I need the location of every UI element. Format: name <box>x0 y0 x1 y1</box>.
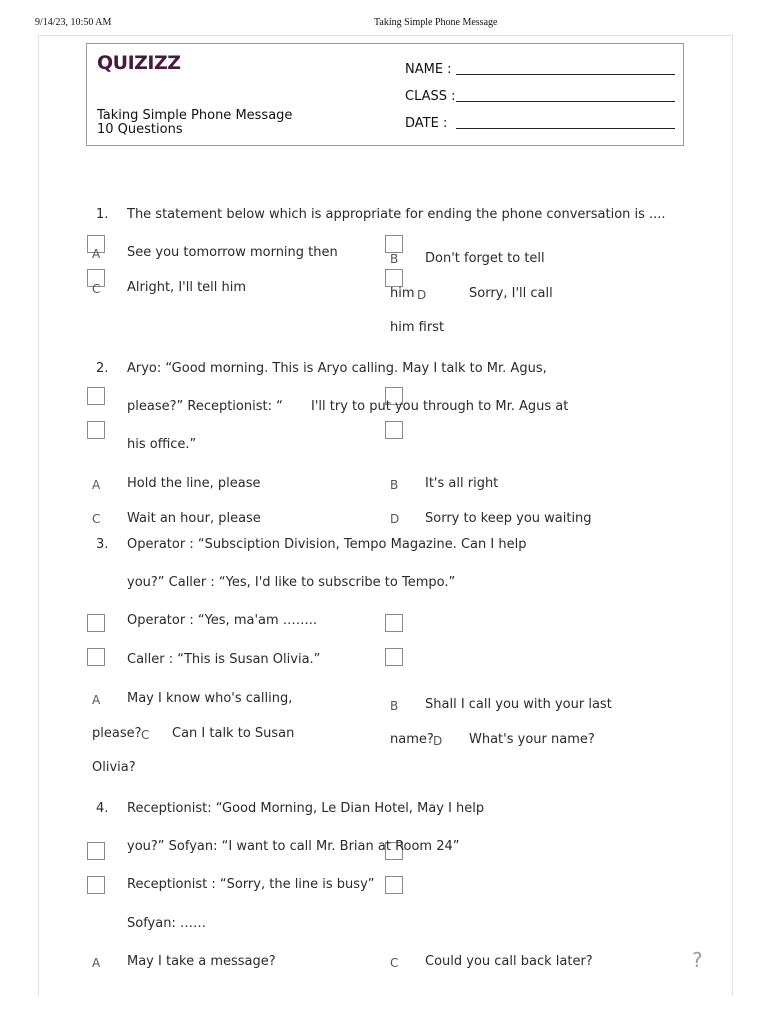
answer-checkbox-a[interactable] <box>87 614 105 632</box>
question-stem: I'll try to put you through to Mr. Agus at <box>311 399 569 414</box>
option-letter: C <box>92 512 101 526</box>
class-field[interactable] <box>456 101 675 102</box>
option-text: Shall I call you with your last <box>425 697 612 712</box>
option-text: It's all right <box>425 476 499 491</box>
answer-checkbox-b[interactable] <box>385 235 403 253</box>
question-number: 4. <box>96 801 109 816</box>
question-count: 10 Questions <box>97 122 183 137</box>
answer-checkbox-c[interactable] <box>87 876 105 894</box>
option-text: Can I talk to Susan <box>172 726 295 741</box>
option-letter: A <box>92 956 101 970</box>
option-letter: B <box>390 478 399 492</box>
question-stem: Aryo: “Good morning. This is Aryo calling. May I talk to Mr. Agus, <box>127 361 547 376</box>
question-stem: Receptionist: “Good Morning, Le Dian Hotel, May I help <box>127 801 485 816</box>
option-letter: A <box>92 247 101 261</box>
option-text: Alright, I'll tell him <box>127 280 247 295</box>
option-text: May I take a message? <box>127 954 276 969</box>
option-letter: C <box>141 728 150 742</box>
option-text-wrap: Olivia? <box>92 760 136 775</box>
date-label: DATE : <box>405 116 448 131</box>
answer-checkbox-c[interactable] <box>87 648 105 666</box>
question-stem: Operator : “Subsciption Division, Tempo Magazine. Can I help <box>127 537 527 552</box>
question-stem: you?” Caller : “Yes, I'd like to subscribe to Tempo.” <box>127 575 456 590</box>
option-letter: D <box>433 734 443 748</box>
answer-checkbox-c[interactable] <box>87 421 105 439</box>
option-text: Wait an hour, please <box>127 511 261 526</box>
option-text: See you tomorrow morning then <box>127 245 338 260</box>
option-letter: C <box>390 956 399 970</box>
question-stem: Sofyan: …… <box>127 916 206 931</box>
help-icon[interactable]: ? <box>692 948 703 972</box>
quiz-title: Taking Simple Phone Message <box>97 108 293 123</box>
option-letter: D <box>417 288 427 302</box>
option-text: Hold the line, please <box>127 476 261 491</box>
name-field[interactable] <box>456 74 675 75</box>
question-stem: you?” Sofyan: “I want to call Mr. Brian at Room 24” <box>127 839 460 854</box>
answer-checkbox-d[interactable] <box>385 876 403 894</box>
question-stem: please?” Receptionist: “ <box>127 399 283 414</box>
option-text-wrap: him <box>390 286 415 301</box>
option-text-wrap: him first <box>390 320 445 335</box>
option-text: May I know who's calling, <box>127 691 293 706</box>
question-stem: Caller : “This is Susan Olivia.” <box>127 652 321 667</box>
question-stem: Receptionist : “Sorry, the line is busy” <box>127 877 375 892</box>
answer-checkbox-d[interactable] <box>385 421 403 439</box>
option-text: Sorry to keep you waiting <box>425 511 592 526</box>
option-text: Could you call back later? <box>425 954 593 969</box>
option-text: Don't forget to tell <box>425 251 545 266</box>
question-number: 1. <box>96 207 109 222</box>
question-stem: Operator : “Yes, ma'am …….. <box>127 613 318 628</box>
option-text: What's your name? <box>469 732 595 747</box>
name-label: NAME : <box>405 62 452 77</box>
option-text-wrap: please? <box>92 726 142 741</box>
answer-checkbox-b[interactable] <box>385 614 403 632</box>
question-number: 3. <box>96 537 109 552</box>
option-text-wrap: name? <box>390 732 434 747</box>
question-number: 2. <box>96 361 109 376</box>
answer-checkbox-d[interactable] <box>385 648 403 666</box>
option-letter: B <box>390 252 399 266</box>
answer-checkbox-d[interactable] <box>385 269 403 287</box>
date-field[interactable] <box>456 128 675 129</box>
option-letter: C <box>92 282 101 296</box>
option-text: Sorry, I'll call <box>469 286 553 301</box>
print-datetime: 9/14/23, 10:50 AM <box>35 17 112 28</box>
class-label: CLASS : <box>405 89 456 104</box>
question-stem: his office.” <box>127 437 197 452</box>
option-letter: A <box>92 478 101 492</box>
question-stem: The statement below which is appropriate for ending the phone conversation is .... <box>127 207 666 222</box>
option-letter: D <box>390 512 400 526</box>
answer-checkbox-a[interactable] <box>87 842 105 860</box>
quizizz-logo: QUIZIZZ <box>97 52 181 74</box>
answer-checkbox-a[interactable] <box>87 387 105 405</box>
option-letter: B <box>390 699 399 713</box>
option-letter: A <box>92 693 101 707</box>
print-title: Taking Simple Phone Message <box>374 17 498 28</box>
